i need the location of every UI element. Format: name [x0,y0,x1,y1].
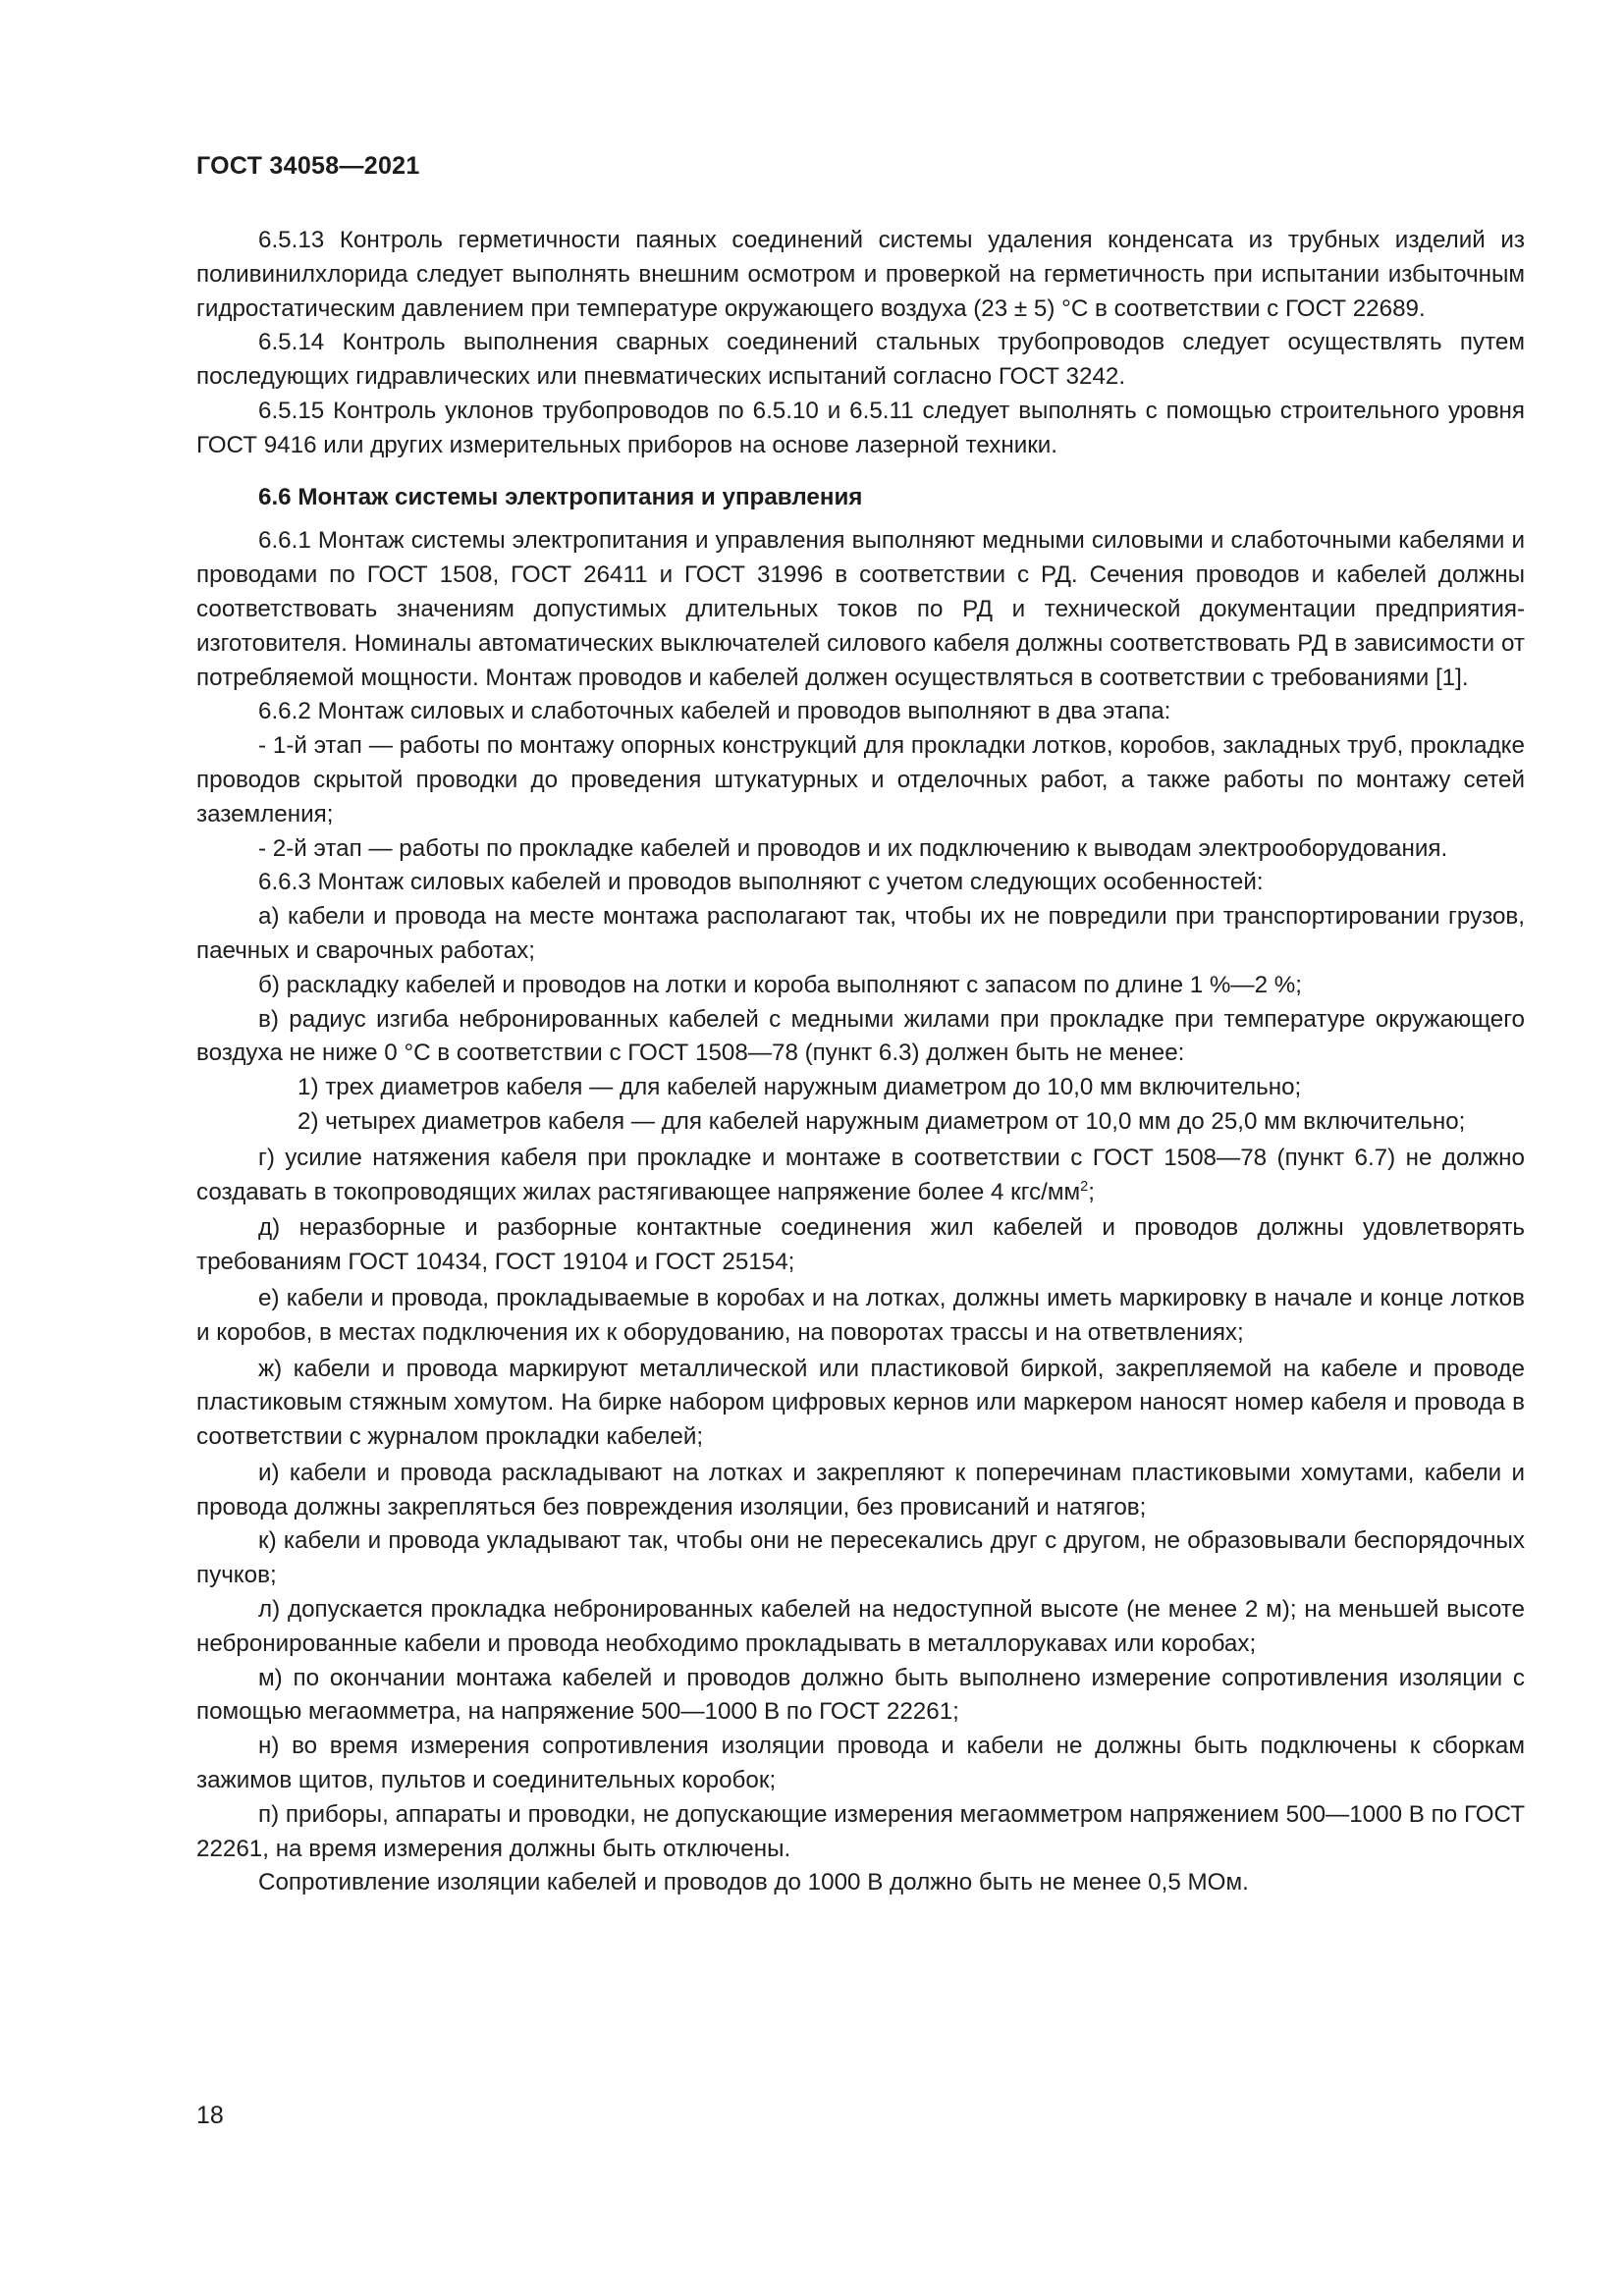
list-item-v: в) радиус изгиба небронированных кабелей с медными жилами при прокладке при температуре окружающего воздуха не ниже 0 °С в соответствии с ГОСТ 1508—78 (пункт 6.3) должен быть не менее: [196,1005,1525,1067]
list-item-l: л) допускается прокладка небронированных кабелей на недоступной высоте (не менее 2 м); на меньшей высоте небронированные кабели и провода необходимо прокладывать в металлорукавах или коробах; [196,1596,1525,1657]
list-item-a: а) кабели и провода на месте монтажа располагают так, чтобы их не повредили при транспортировании грузов, паечных и сварочных работах; [196,903,1525,964]
list-item-zh: ж) кабели и провода маркируют металлической или пластиковой биркой, закрепляемой на кабеле и проводе пластиковым стяжным хомутом. На бирке набором цифровых кернов или маркером наносят номер кабеля и провода в соответствии с журналом прокладки кабелей; [196,1355,1525,1451]
paragraph-6-6-2: 6.6.2 Монтаж силовых и слаботочных кабелей и проводов выполняют в два этапа: [258,698,1171,725]
list-item-b: б) раскладку кабелей и проводов на лотки и короба выполняют с запасом по длине 1 %—2 %; [258,971,1303,998]
paragraph-insulation-resistance: Сопротивление изоляции кабелей и проводов до 1000 В должно быть не менее 0,5 МОм. [258,1869,1249,1896]
list-subitem-v-1: 1) трех диаметров кабеля — для кабелей наружным диаметром до 10,0 мм включительно; [298,1074,1302,1101]
list-item-m: м) по окончании монтажа кабелей и проводов должно быть выполнено измерение сопротивления изоляции с помощью мегаомметра, на напряжение 500—1000 В по ГОСТ 22261; [196,1664,1525,1726]
paragraph-6-6-1: 6.6.1 Монтаж системы электропитания и управления выполняют медными силовыми и слаботочными кабелями и проводами по ГОСТ 1508, ГОСТ 26411 и ГОСТ 31996 в соответствии с РД. Сечения проводов и кабелей должны соответствовать значениям допустимых длительных токов по РД и технической документации предприятия-изготовителя. Номиналы автоматических выключателей силового кабеля должны соответствовать РД в зависимости от потребляемой мощности. Монтаж проводов и кабелей должен осуществляться в соответствии с требованиями [1]. [196,527,1525,691]
list-item-i: и) кабели и провода раскладывают на лотках и закрепляют к поперечинам пластиковыми хомутами, кабели и провода должны закрепляться без повреждения изоляции, без провисаний и натягов; [196,1459,1525,1521]
paragraph-6-5-15: 6.5.15 Контроль уклонов трубопроводов по 6.5.10 и 6.5.11 следует выполнять с помощью строительного уровня ГОСТ 9416 или других измерительных приборов на основе лазерной техники. [196,397,1525,458]
list-item-g-text: г) усилие натяжения кабеля при прокладке и монтаже в соответствии с ГОСТ 1508—78 (пункт 6.7) не должно создавать в токопроводящих жилах растягивающее напряжение более 4 кгс/мм [196,1144,1525,1205]
superscript-2: 2 [1080,1178,1089,1195]
list-item-p: п) приборы, аппараты и проводки, не допускающие измерения мегаомметром напряжением 500—1000 В по ГОСТ 22261, на время измерения должны быть отключены. [196,1800,1525,1862]
standard-header: ГОСТ 34058—2021 [196,152,420,180]
paragraph-6-5-14: 6.5.14 Контроль выполнения сварных соединений стальных трубопроводов следует осуществлять путем последующих гидравлических или пневматических испытаний согласно ГОСТ 3242. [196,329,1525,391]
list-subitem-v-2: 2) четырех диаметров кабеля — для кабелей наружным диаметром от 10,0 мм до 25,0 мм включительно; [298,1107,1466,1135]
section-title-6-6: 6.6 Монтаж системы электропитания и управления [258,483,863,510]
list-item-d: д) неразборные и разборные контактные соединения жил кабелей и проводов должны удовлетворять требованиям ГОСТ 10434, ГОСТ 19104 и ГОСТ 25154; [196,1214,1525,1276]
list-item-stage-1: - 1-й этап — работы по монтажу опорных конструкций для прокладки лотков, коробов, закладных труб, прокладке проводов скрытой проводки до проведения штукатурных и отделочных работ, а также работы по монтажу сетей заземления; [196,732,1525,828]
list-item-n: н) во время измерения сопротивления изоляции провода и кабели не должны быть подключены к сборкам зажимов щитов, пультов и соединительных коробок; [196,1733,1525,1794]
page-number: 18 [196,2102,224,2129]
list-item-e: е) кабели и провода, прокладываемые в коробах и на лотках, должны иметь маркировку в начале и конце лотков и коробов, в местах подключения их к оборудованию, на поворотах трассы и на ответвлениях; [196,1284,1525,1346]
list-item-k: к) кабели и провода укладывают так, чтобы они не пересекались друг с другом, не образовывали беспорядочных пучков; [196,1527,1525,1589]
paragraph-6-6-3: 6.6.3 Монтаж силовых кабелей и проводов выполняют с учетом следующих особенностей: [258,869,1264,896]
paragraph-6-5-13: 6.5.13 Контроль герметичности паяных соединений системы удаления конденсата из трубных изделий из поливинилхлорида следует выполнять внешним осмотром и проверкой на герметичность при испытании избыточным гидростатическим давлением при температуре окружающего воздуха (23 ± 5) °С в соответствии с ГОСТ 22689. [196,227,1525,322]
list-item-stage-2: - 2-й этап — работы по прокладке кабелей и проводов и их подключению к выводам электрооборудования. [258,834,1448,862]
document-body [196,224,1525,1900]
list-item-g-end: ; [1088,1178,1095,1205]
list-item-g [196,1142,1525,1210]
